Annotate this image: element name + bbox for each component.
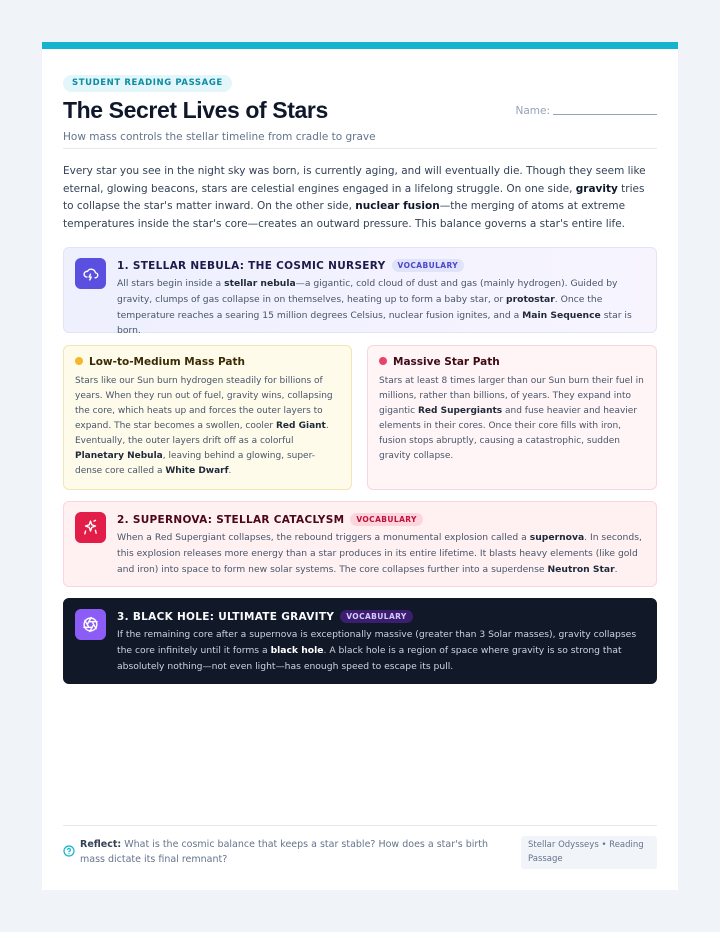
red-dot-icon: [379, 357, 387, 365]
term-red-supergiants: Red Supergiants: [417, 406, 503, 416]
reflect-prompt: [63, 837, 503, 867]
term-nuclear-fusion: nuclear fusion: [355, 200, 440, 212]
supernova-heading: [117, 513, 423, 526]
yellow-dot-icon: [75, 357, 83, 365]
name-field[interactable]: [515, 104, 657, 117]
intro-text: tries to collapse the star's matter inward. On the other side,: [63, 182, 645, 212]
nebula-body: [117, 276, 644, 339]
reflect-text: What is the cosmic balance that keeps a star stable? How does a star's birth mass dictate its final remnant?: [80, 839, 489, 865]
black-hole-body: [117, 627, 644, 674]
term-neutron-star: Neutron Star: [547, 563, 615, 575]
massive-heading-text: Massive Star Path: [393, 356, 500, 368]
body-text: When a Red Supergiant collapses, the rebound triggers a monumental explosion called a: [117, 532, 530, 543]
body-text: . Once the temperature reaches a searing 15 million degrees Celsius, nuclear fusion ignites, and a: [117, 293, 603, 321]
black-hole-card: [63, 598, 657, 684]
black-hole-heading: [117, 610, 413, 623]
intro-text: Every star you see in the night sky was born, is currently aging, and will eventually die. Though they seem like eternal, glowing beacons, stars are celestial engines engaged in a lifelong struggle. On one side,: [63, 165, 646, 195]
supernova-heading-text: 2. SUPERNOVA: STELLAR CATACLYSM: [117, 514, 345, 526]
term-white-dwarf: White Dwarf: [165, 466, 229, 476]
intro-text: —the merging of atoms at extreme temperatures inside the star's core—creates an outward pressure. This balance governs a star's entire life.: [63, 200, 626, 230]
massive-body: [379, 374, 644, 464]
nebula-card: [63, 247, 657, 337]
term-protostar: protostar: [506, 293, 555, 305]
term-black-hole: black hole: [270, 644, 324, 656]
massive-path-card: [367, 345, 657, 490]
supernova-card: [63, 501, 657, 587]
page-subtitle: How mass controls the stellar timeline from cradle to grave: [63, 131, 376, 143]
header-divider: [63, 148, 657, 149]
body-text: All stars begin inside a: [117, 278, 225, 289]
body-text: and fuse heavier and heavier elements in their cores. Once their core fills with iron, fusion stops abruptly, causing a catastrophic, sudden gravity collapse.: [379, 406, 638, 461]
body-text: Stars at least 8 times larger than our Sun burn their fuel in millions, rather than billions, of years. They expand into gigantic: [379, 376, 644, 416]
question-circle-icon: [63, 845, 75, 862]
passage-tag: STUDENT READING PASSAGE: [63, 75, 232, 92]
vocabulary-badge: VOCABULARY: [350, 513, 423, 526]
footer-divider: [63, 825, 657, 826]
body-text: . In seconds, this explosion releases more energy than a star produces in its entire lifetime. It blasts heavy elements (like gold and iron) into space to form new solar systems. The core collapses further into a superdense: [117, 532, 642, 575]
reflect-label: Reflect:: [80, 839, 122, 850]
term-main-sequence: Main Sequence: [522, 309, 601, 321]
term-stellar-nebula: stellar nebula: [224, 278, 296, 289]
worksheet-page: [42, 42, 678, 890]
low-mass-heading: [75, 356, 245, 368]
vocabulary-badge: VOCABULARY: [392, 259, 465, 272]
name-label: Name:: [515, 105, 550, 117]
low-mass-body: [75, 374, 339, 479]
page-title: The Secret Lives of Stars: [63, 97, 328, 123]
term-red-giant: Red Giant: [275, 421, 326, 431]
term-planetary-nebula: Planetary Nebula: [75, 451, 163, 461]
intro-paragraph: [63, 163, 657, 233]
low-mass-path-card: [63, 345, 352, 490]
term-gravity: gravity: [575, 182, 618, 195]
body-text: , leaving behind a glowing, super-dense core called a: [75, 451, 315, 476]
nebula-heading: [117, 259, 464, 272]
body-text: —a gigantic, cold cloud of dust and gas (mainly hydrogen). Guided by gravity, clumps of gas collapse in on themselves, heating up to form a baby star, or: [117, 278, 618, 305]
aperture-icon: [75, 609, 106, 640]
black-hole-heading-text: 3. BLACK HOLE: ULTIMATE GRAVITY: [117, 611, 335, 623]
cloud-icon: [75, 258, 106, 289]
body-text: .: [614, 563, 618, 575]
sparkle-icon: [75, 512, 106, 543]
body-text: .: [228, 466, 232, 476]
body-text: star is born.: [117, 309, 632, 337]
low-mass-heading-text: Low-to-Medium Mass Path: [89, 356, 245, 368]
body-text: . A black hole is a region of space where gravity is so strong that absolutely nothing—not even light—has enough speed to escape its pull.: [117, 644, 622, 672]
body-text: If the remaining core after a supernova is exceptionally massive (greater than 3 Solar masses), gravity collapses the core infinitely until it forms a: [117, 629, 637, 656]
body-text: Stars like our Sun burn hydrogen steadily for billions of years. When they run out of fuel, gravity wins, collapsing the core, which heats up and forces the outer layers to expand. The star becomes a swollen, cooler: [75, 376, 333, 431]
name-line[interactable]: [553, 104, 657, 115]
supernova-body: [117, 530, 644, 577]
massive-heading: [379, 356, 500, 368]
term-supernova: supernova: [529, 532, 585, 543]
source-badge: Stellar Odysseys • Reading Passage: [521, 836, 657, 869]
body-text: . Eventually, the outer layers drift off as a colorful: [75, 421, 329, 446]
vocabulary-badge: VOCABULARY: [340, 610, 413, 623]
nebula-heading-text: 1. STELLAR NEBULA: THE COSMIC NURSERY: [117, 260, 386, 272]
